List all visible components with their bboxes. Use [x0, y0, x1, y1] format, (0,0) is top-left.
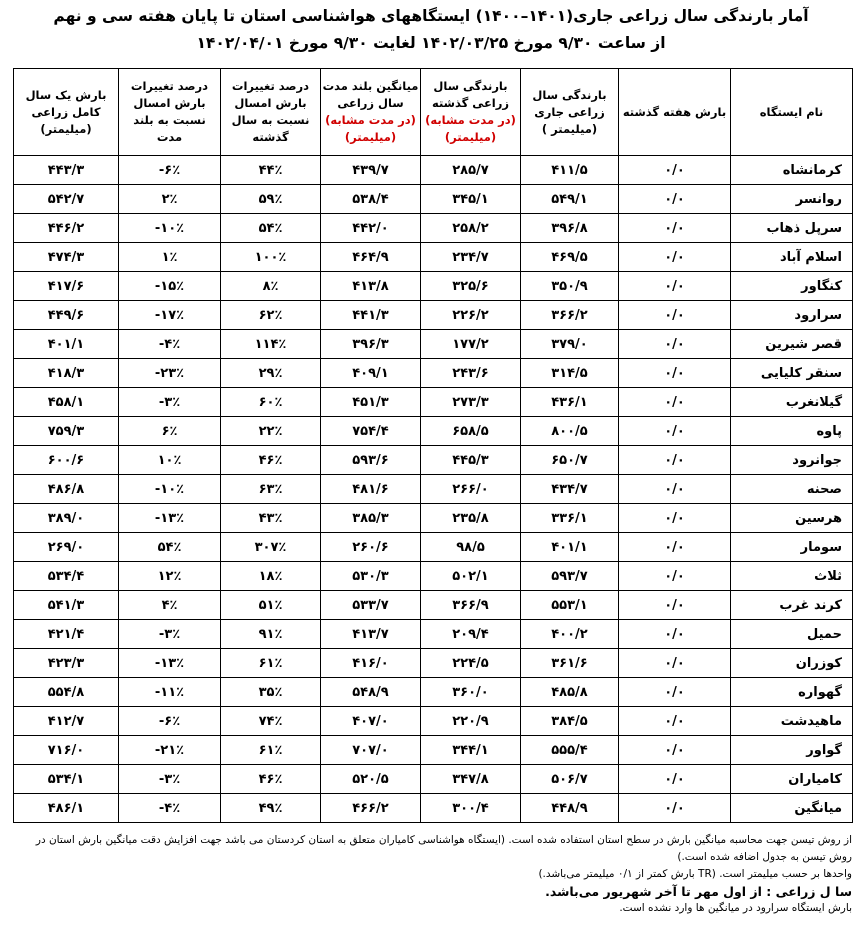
cell-full: ۴۰۱/۱: [14, 330, 119, 359]
note-crop-year: سا ل زراعی : از اول مهر تا آخر شهریور می‌باشد.: [545, 884, 852, 899]
cell-full: ۳۸۹/۰: [14, 504, 119, 533]
cell-last: ۴۴۵/۳: [421, 446, 521, 475]
cell-longterm: ۵۴۸/۹: [321, 678, 421, 707]
cell-longterm: ۴۱۳/۷: [321, 620, 421, 649]
table-row: [14, 417, 853, 446]
header-pct-last-year: درصد تغییرات بارش امسال نسبت به سال گذشته: [221, 69, 321, 156]
cell-current: ۳۳۶/۱: [521, 504, 619, 533]
cell-week: ۰/۰: [619, 388, 731, 417]
report-title: آمار بارندگی سال زراعی جاری(۱۴۰۱–۱۴۰۰) ایستگاههای هواشناسی استان تا پایان هفته سی و نهم: [53, 7, 809, 25]
cell-station: اسلام آباد: [731, 243, 853, 272]
table-row: [14, 243, 853, 272]
cell-week: ۰/۰: [619, 736, 731, 765]
cell-last: ۲۲۶/۲: [421, 301, 521, 330]
cell-pct-long: ۴٪: [119, 591, 221, 620]
table-row: [14, 475, 853, 504]
footnotes: [13, 832, 852, 917]
cell-current: ۵۴۹/۱: [521, 185, 619, 214]
cell-station: روانسر: [731, 185, 853, 214]
cell-longterm: ۵۳۰/۳: [321, 562, 421, 591]
cell-current: ۳۶۶/۲: [521, 301, 619, 330]
header-current-year: بارندگی سال زراعی جاری (میلیمتر ): [521, 69, 619, 156]
cell-station: حمیل: [731, 620, 853, 649]
header-last-year: بارندگی سال زراعی گذشته (در مدت مشابه) (میلیمتر): [421, 69, 521, 156]
cell-station: کنگاور: [731, 272, 853, 301]
cell-week: ۰/۰: [619, 185, 731, 214]
cell-last: ۳۲۵/۶: [421, 272, 521, 301]
cell-current: ۴۸۵/۸: [521, 678, 619, 707]
cell-longterm: ۵۹۳/۶: [321, 446, 421, 475]
cell-longterm: ۲۶۰/۶: [321, 533, 421, 562]
cell-full: ۵۴۱/۳: [14, 591, 119, 620]
cell-week: ۰/۰: [619, 359, 731, 388]
cell-last: ۲۲۰/۹: [421, 707, 521, 736]
table-row: [14, 156, 853, 185]
cell-pct-last: ۶۲٪: [221, 301, 321, 330]
table-row: [14, 533, 853, 562]
cell-week: ۰/۰: [619, 707, 731, 736]
report-subtitle: از ساعت ۹/۳۰ مورخ ۱۴۰۲/۰۳/۲۵ لغایت ۹/۳۰ مورخ ۱۴۰۲/۰۴/۰۱: [196, 34, 666, 52]
header-pct-longterm: درصد تغییرات بارش امسال نسبت به بلند مدت: [119, 69, 221, 156]
cell-week: ۰/۰: [619, 330, 731, 359]
cell-last: ۹۸/۵: [421, 533, 521, 562]
cell-week: ۰/۰: [619, 765, 731, 794]
cell-longterm: ۵۳۸/۴: [321, 185, 421, 214]
cell-pct-last: ۴۳٪: [221, 504, 321, 533]
note-units: واحدها بر حسب میلیمتر است. (TR بارش کمتر از ۰/۱ میلیمتر می‌باشد.): [538, 868, 852, 880]
cell-station: هرسین: [731, 504, 853, 533]
cell-station: سومار: [731, 533, 853, 562]
cell-pct-long: -۱۷٪: [119, 301, 221, 330]
table-row: [14, 388, 853, 417]
cell-pct-long: ۵۴٪: [119, 533, 221, 562]
cell-full: ۴۵۸/۱: [14, 388, 119, 417]
cell-full: ۲۶۹/۰: [14, 533, 119, 562]
table-row: [14, 736, 853, 765]
table-row: [14, 214, 853, 243]
cell-pct-last: ۶۳٪: [221, 475, 321, 504]
cell-pct-long: -۱۳٪: [119, 504, 221, 533]
cell-week: ۰/۰: [619, 214, 731, 243]
cell-full: ۴۴۶/۲: [14, 214, 119, 243]
cell-current: ۳۶۱/۶: [521, 649, 619, 678]
cell-pct-last: ۵۱٪: [221, 591, 321, 620]
cell-current: ۴۱۱/۵: [521, 156, 619, 185]
cell-week: ۰/۰: [619, 620, 731, 649]
cell-pct-last: ۶۱٪: [221, 736, 321, 765]
header-last-year-note: (در مدت مشابه): [425, 113, 516, 127]
cell-station: جوانرود: [731, 446, 853, 475]
cell-last: ۲۶۶/۰: [421, 475, 521, 504]
cell-longterm: ۵۳۳/۷: [321, 591, 421, 620]
cell-last: ۳۴۷/۸: [421, 765, 521, 794]
cell-station: سنقر کلیایی: [731, 359, 853, 388]
cell-pct-last: ۸٪: [221, 272, 321, 301]
cell-longterm: ۴۰۹/۱: [321, 359, 421, 388]
note-sararood: بارش ایستگاه سرارود در میانگین ها وارد نشده است.: [619, 902, 852, 914]
cell-station: میانگین: [731, 794, 853, 823]
cell-pct-last: ۴۴٪: [221, 156, 321, 185]
cell-pct-long: -۳٪: [119, 765, 221, 794]
table-row: [14, 330, 853, 359]
cell-pct-long: -۱۳٪: [119, 649, 221, 678]
cell-last: ۲۵۸/۲: [421, 214, 521, 243]
cell-full: ۴۸۶/۱: [14, 794, 119, 823]
cell-last: ۲۷۳/۳: [421, 388, 521, 417]
table-row: [14, 678, 853, 707]
header-full-year: بارش یک سال کامل زراعی (میلیمتر): [14, 69, 119, 156]
cell-station: گواور: [731, 736, 853, 765]
cell-pct-long: -۴٪: [119, 330, 221, 359]
table-row: [14, 649, 853, 678]
cell-longterm: ۴۶۴/۹: [321, 243, 421, 272]
cell-longterm: ۷۵۴/۴: [321, 417, 421, 446]
cell-current: ۴۳۶/۱: [521, 388, 619, 417]
header-longterm-note: (در مدت مشابه): [325, 113, 416, 127]
cell-current: ۴۴۸/۹: [521, 794, 619, 823]
cell-week: ۰/۰: [619, 794, 731, 823]
cell-full: ۴۸۶/۸: [14, 475, 119, 504]
cell-longterm: ۴۴۱/۳: [321, 301, 421, 330]
cell-week: ۰/۰: [619, 301, 731, 330]
cell-current: ۳۱۴/۵: [521, 359, 619, 388]
cell-longterm: ۴۴۲/۰: [321, 214, 421, 243]
cell-longterm: ۴۱۳/۸: [321, 272, 421, 301]
cell-current: ۶۵۰/۷: [521, 446, 619, 475]
cell-pct-last: ۳۵٪: [221, 678, 321, 707]
cell-pct-long: -۴٪: [119, 794, 221, 823]
cell-last: ۲۳۵/۸: [421, 504, 521, 533]
cell-week: ۰/۰: [619, 156, 731, 185]
cell-full: ۷۱۶/۰: [14, 736, 119, 765]
cell-station: ماهیدشت: [731, 707, 853, 736]
cell-pct-last: ۶۱٪: [221, 649, 321, 678]
cell-current: ۵۵۳/۱: [521, 591, 619, 620]
cell-full: ۵۳۴/۱: [14, 765, 119, 794]
cell-full: ۴۴۹/۶: [14, 301, 119, 330]
cell-longterm: ۴۱۶/۰: [321, 649, 421, 678]
cell-pct-last: ۴۶٪: [221, 446, 321, 475]
table-row: [14, 272, 853, 301]
cell-pct-last: ۴۶٪: [221, 765, 321, 794]
cell-full: ۵۵۴/۸: [14, 678, 119, 707]
cell-longterm: ۳۹۶/۳: [321, 330, 421, 359]
table-row: [14, 794, 853, 823]
cell-pct-last: ۳۰۷٪: [221, 533, 321, 562]
cell-pct-long: ۶٪: [119, 417, 221, 446]
header-station: نام ایستگاه: [731, 69, 853, 156]
cell-station: کامیاران: [731, 765, 853, 794]
cell-full: ۴۱۸/۳: [14, 359, 119, 388]
cell-longterm: ۷۰۷/۰: [321, 736, 421, 765]
cell-last: ۳۴۴/۱: [421, 736, 521, 765]
cell-pct-long: ۱٪: [119, 243, 221, 272]
cell-longterm: ۵۲۰/۵: [321, 765, 421, 794]
cell-current: ۳۸۴/۵: [521, 707, 619, 736]
header-last-week: بارش هفته گذشته: [619, 69, 731, 156]
cell-pct-long: -۲۳٪: [119, 359, 221, 388]
table-row: [14, 620, 853, 649]
cell-station: قصر شیرین: [731, 330, 853, 359]
cell-full: ۷۵۹/۳: [14, 417, 119, 446]
cell-week: ۰/۰: [619, 417, 731, 446]
cell-pct-last: ۱۱۴٪: [221, 330, 321, 359]
cell-station: کرمانشاه: [731, 156, 853, 185]
table-header-row: [14, 69, 853, 156]
cell-pct-long: -۳٪: [119, 388, 221, 417]
cell-week: ۰/۰: [619, 562, 731, 591]
cell-current: ۵۰۶/۷: [521, 765, 619, 794]
cell-last: ۲۴۳/۶: [421, 359, 521, 388]
cell-longterm: ۴۸۱/۶: [321, 475, 421, 504]
cell-last: ۳۶۶/۹: [421, 591, 521, 620]
cell-current: ۵۹۳/۷: [521, 562, 619, 591]
cell-station: صحنه: [731, 475, 853, 504]
cell-station: گهواره: [731, 678, 853, 707]
table-row: [14, 504, 853, 533]
cell-full: ۴۲۱/۴: [14, 620, 119, 649]
cell-full: ۴۲۳/۳: [14, 649, 119, 678]
cell-pct-long: -۱۵٪: [119, 272, 221, 301]
cell-week: ۰/۰: [619, 446, 731, 475]
cell-longterm: ۳۸۵/۳: [321, 504, 421, 533]
cell-pct-last: ۵۴٪: [221, 214, 321, 243]
cell-week: ۰/۰: [619, 678, 731, 707]
table-row: [14, 301, 853, 330]
cell-station: سرارود: [731, 301, 853, 330]
cell-last: ۲۰۹/۴: [421, 620, 521, 649]
header-longterm: میانگین بلند مدت سال زراعی (در مدت مشابه) (میلیمتر): [321, 69, 421, 156]
cell-pct-long: -۲۱٪: [119, 736, 221, 765]
cell-full: ۶۰۰/۶: [14, 446, 119, 475]
cell-last: ۲۲۴/۵: [421, 649, 521, 678]
table-row: [14, 765, 853, 794]
table-row: [14, 591, 853, 620]
cell-week: ۰/۰: [619, 475, 731, 504]
cell-week: ۰/۰: [619, 533, 731, 562]
cell-current: ۳۹۶/۸: [521, 214, 619, 243]
note-thiessen: از روش تیسن جهت محاسبه میانگین بارش در سطح استان استفاده شده است. (ایستگاه هواشناسی کامیاران متعلق به استان کردستان می باشد جهت افزایش دقت میانگین بارش استان در روش تیسن به جدول اضافه شده است.): [35, 834, 852, 863]
cell-station: کوزران: [731, 649, 853, 678]
cell-longterm: ۴۳۹/۷: [321, 156, 421, 185]
cell-pct-last: ۱۰۰٪: [221, 243, 321, 272]
cell-station: کرند غرب: [731, 591, 853, 620]
cell-last: ۳۰۰/۴: [421, 794, 521, 823]
cell-current: ۳۷۹/۰: [521, 330, 619, 359]
cell-station: سرپل ذهاب: [731, 214, 853, 243]
table-row: [14, 185, 853, 214]
cell-pct-last: ۵۹٪: [221, 185, 321, 214]
cell-pct-long: -۱۰٪: [119, 214, 221, 243]
table-row: [14, 707, 853, 736]
table-body: [14, 156, 853, 823]
cell-pct-long: -۶٪: [119, 707, 221, 736]
cell-longterm: ۴۵۱/۳: [321, 388, 421, 417]
cell-pct-last: ۷۴٪: [221, 707, 321, 736]
cell-last: ۱۷۷/۲: [421, 330, 521, 359]
cell-full: ۵۴۲/۷: [14, 185, 119, 214]
cell-pct-long: ۲٪: [119, 185, 221, 214]
cell-station: پاوه: [731, 417, 853, 446]
cell-pct-last: ۱۸٪: [221, 562, 321, 591]
rainfall-table: [13, 68, 853, 823]
table-row: [14, 446, 853, 475]
cell-pct-last: ۴۹٪: [221, 794, 321, 823]
cell-week: ۰/۰: [619, 272, 731, 301]
cell-current: ۴۰۰/۲: [521, 620, 619, 649]
cell-last: ۵۰۲/۱: [421, 562, 521, 591]
cell-current: ۴۳۴/۷: [521, 475, 619, 504]
cell-pct-last: ۶۰٪: [221, 388, 321, 417]
cell-full: ۴۱۲/۷: [14, 707, 119, 736]
cell-current: ۸۰۰/۵: [521, 417, 619, 446]
cell-pct-long: ۱۲٪: [119, 562, 221, 591]
cell-week: ۰/۰: [619, 649, 731, 678]
cell-full: ۴۱۷/۶: [14, 272, 119, 301]
table-row: [14, 359, 853, 388]
cell-station: گیلانغرب: [731, 388, 853, 417]
cell-longterm: ۴۰۷/۰: [321, 707, 421, 736]
cell-last: ۲۸۵/۷: [421, 156, 521, 185]
cell-full: ۵۳۴/۴: [14, 562, 119, 591]
cell-current: ۴۰۱/۱: [521, 533, 619, 562]
cell-last: ۳۶۰/۰: [421, 678, 521, 707]
cell-full: ۴۴۳/۳: [14, 156, 119, 185]
cell-longterm: ۴۶۶/۲: [321, 794, 421, 823]
cell-pct-long: -۱۱٪: [119, 678, 221, 707]
cell-week: ۰/۰: [619, 504, 731, 533]
cell-pct-long: -۳٪: [119, 620, 221, 649]
cell-current: ۳۵۰/۹: [521, 272, 619, 301]
cell-week: ۰/۰: [619, 243, 731, 272]
cell-last: ۶۵۸/۵: [421, 417, 521, 446]
cell-last: ۲۳۴/۷: [421, 243, 521, 272]
cell-pct-last: ۲۲٪: [221, 417, 321, 446]
cell-pct-long: -۶٪: [119, 156, 221, 185]
cell-last: ۳۴۵/۱: [421, 185, 521, 214]
cell-pct-last: ۲۹٪: [221, 359, 321, 388]
cell-current: ۴۶۹/۵: [521, 243, 619, 272]
table-row: [14, 562, 853, 591]
cell-week: ۰/۰: [619, 591, 731, 620]
cell-pct-long: ۱۰٪: [119, 446, 221, 475]
cell-pct-last: ۹۱٪: [221, 620, 321, 649]
cell-pct-long: -۱۰٪: [119, 475, 221, 504]
cell-current: ۵۵۵/۴: [521, 736, 619, 765]
cell-station: ثلاث: [731, 562, 853, 591]
cell-full: ۴۷۴/۳: [14, 243, 119, 272]
